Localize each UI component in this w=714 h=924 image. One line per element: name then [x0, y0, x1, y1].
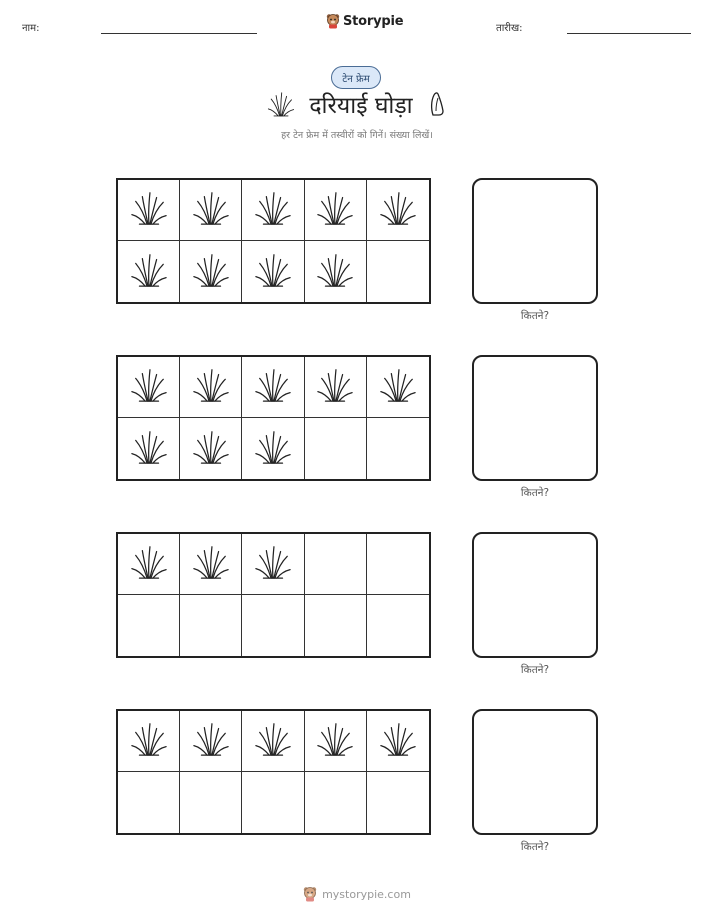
ten-frame-cell	[242, 241, 304, 302]
answer-box-3[interactable]	[472, 532, 598, 658]
footer-url: mystorypie.com	[322, 887, 411, 901]
grass-icon	[379, 188, 417, 232]
ten-frame-cell	[367, 241, 429, 302]
grass-icon	[130, 427, 168, 471]
grass-icon	[254, 250, 292, 294]
ten-frame-cell	[180, 418, 242, 479]
ten-frame-cell	[367, 711, 429, 772]
ten-frame-cell	[180, 711, 242, 772]
ten-frame-cell	[118, 418, 180, 479]
grass-icon	[316, 250, 354, 294]
ten-frame-cell	[242, 534, 304, 595]
instructions: हर टेन फ्रेम में तस्वीरों को गिनें। संख्या लिखें।	[281, 130, 433, 141]
ten-frame-cell	[305, 357, 367, 418]
ten-frame-cell	[118, 772, 180, 833]
tooth-icon	[427, 91, 447, 117]
ten-frame-1	[116, 178, 431, 304]
grass-icon	[192, 250, 230, 294]
how-many-label: कितने?	[520, 310, 550, 322]
ten-frame-cell	[118, 711, 180, 772]
ten-frame-cell	[305, 241, 367, 302]
ten-frame-cell	[242, 772, 304, 833]
ten-frame-cell	[180, 772, 242, 833]
ten-frame-cell	[242, 418, 304, 479]
grass-icon	[130, 365, 168, 409]
ten-frame-cell	[242, 180, 304, 241]
ten-frame-cell	[367, 418, 429, 479]
grass-icon	[379, 365, 417, 409]
how-many-label: कितने?	[520, 487, 550, 499]
grass-icon	[316, 719, 354, 763]
title-row	[0, 88, 714, 120]
date-label: तारीख:	[496, 23, 523, 34]
grass-icon	[192, 719, 230, 763]
answer-box-2[interactable]	[472, 355, 598, 481]
name-write-line[interactable]	[101, 33, 257, 34]
topic-badge: टेन फ्रेम	[331, 66, 381, 89]
brand-name: Storypie	[343, 13, 404, 29]
ten-frame-cell	[118, 534, 180, 595]
name-label: नाम:	[22, 23, 40, 34]
ten-frame-cell	[180, 357, 242, 418]
grass-icon	[130, 188, 168, 232]
brand-logo	[326, 13, 403, 29]
ten-frame-cell	[305, 711, 367, 772]
ten-frame-cell	[367, 357, 429, 418]
ten-frame-cell	[242, 357, 304, 418]
ten-frame-4	[116, 709, 431, 835]
ten-frame-cell	[305, 595, 367, 656]
grass-icon	[379, 719, 417, 763]
ten-frame-cell	[305, 772, 367, 833]
ten-frame-cell	[367, 772, 429, 833]
grass-icon	[316, 188, 354, 232]
ten-frame-cell	[180, 595, 242, 656]
ten-frame-cell	[118, 241, 180, 302]
grass-icon	[130, 250, 168, 294]
grass-icon	[192, 542, 230, 586]
ten-frame-cell	[118, 180, 180, 241]
grass-icon	[130, 719, 168, 763]
grass-icon	[254, 427, 292, 471]
bear-mascot-icon	[303, 886, 317, 902]
ten-frame-cell	[118, 595, 180, 656]
grass-icon	[130, 542, 168, 586]
grass-icon	[192, 188, 230, 232]
answer-box-1[interactable]	[472, 178, 598, 304]
grass-icon	[254, 542, 292, 586]
grass-icon	[192, 365, 230, 409]
ten-frame-cell	[180, 180, 242, 241]
date-write-line[interactable]	[567, 33, 691, 34]
bear-mascot-icon	[326, 13, 340, 29]
ten-frame-cell	[367, 595, 429, 656]
ten-frame-cell	[367, 534, 429, 595]
ten-frame-cell	[305, 534, 367, 595]
footer	[0, 886, 714, 902]
ten-frame-cell	[305, 180, 367, 241]
grass-icon	[316, 365, 354, 409]
ten-frame-2	[116, 355, 431, 481]
grass-icon	[192, 427, 230, 471]
how-many-label: कितने?	[520, 841, 550, 853]
grass-icon	[254, 365, 292, 409]
ten-frame-cell	[242, 711, 304, 772]
how-many-label: कितने?	[520, 664, 550, 676]
ten-frame-cell	[367, 180, 429, 241]
ten-frame-cell	[118, 357, 180, 418]
grass-icon	[254, 188, 292, 232]
ten-frame-cell	[305, 418, 367, 479]
answer-box-4[interactable]	[472, 709, 598, 835]
grass-icon	[254, 719, 292, 763]
page-title: दरियाई घोड़ा	[309, 93, 413, 119]
ten-frame-cell	[242, 595, 304, 656]
ten-frame-cell	[180, 241, 242, 302]
ten-frame-3	[116, 532, 431, 658]
ten-frame-cell	[180, 534, 242, 595]
grass-icon	[267, 90, 295, 118]
